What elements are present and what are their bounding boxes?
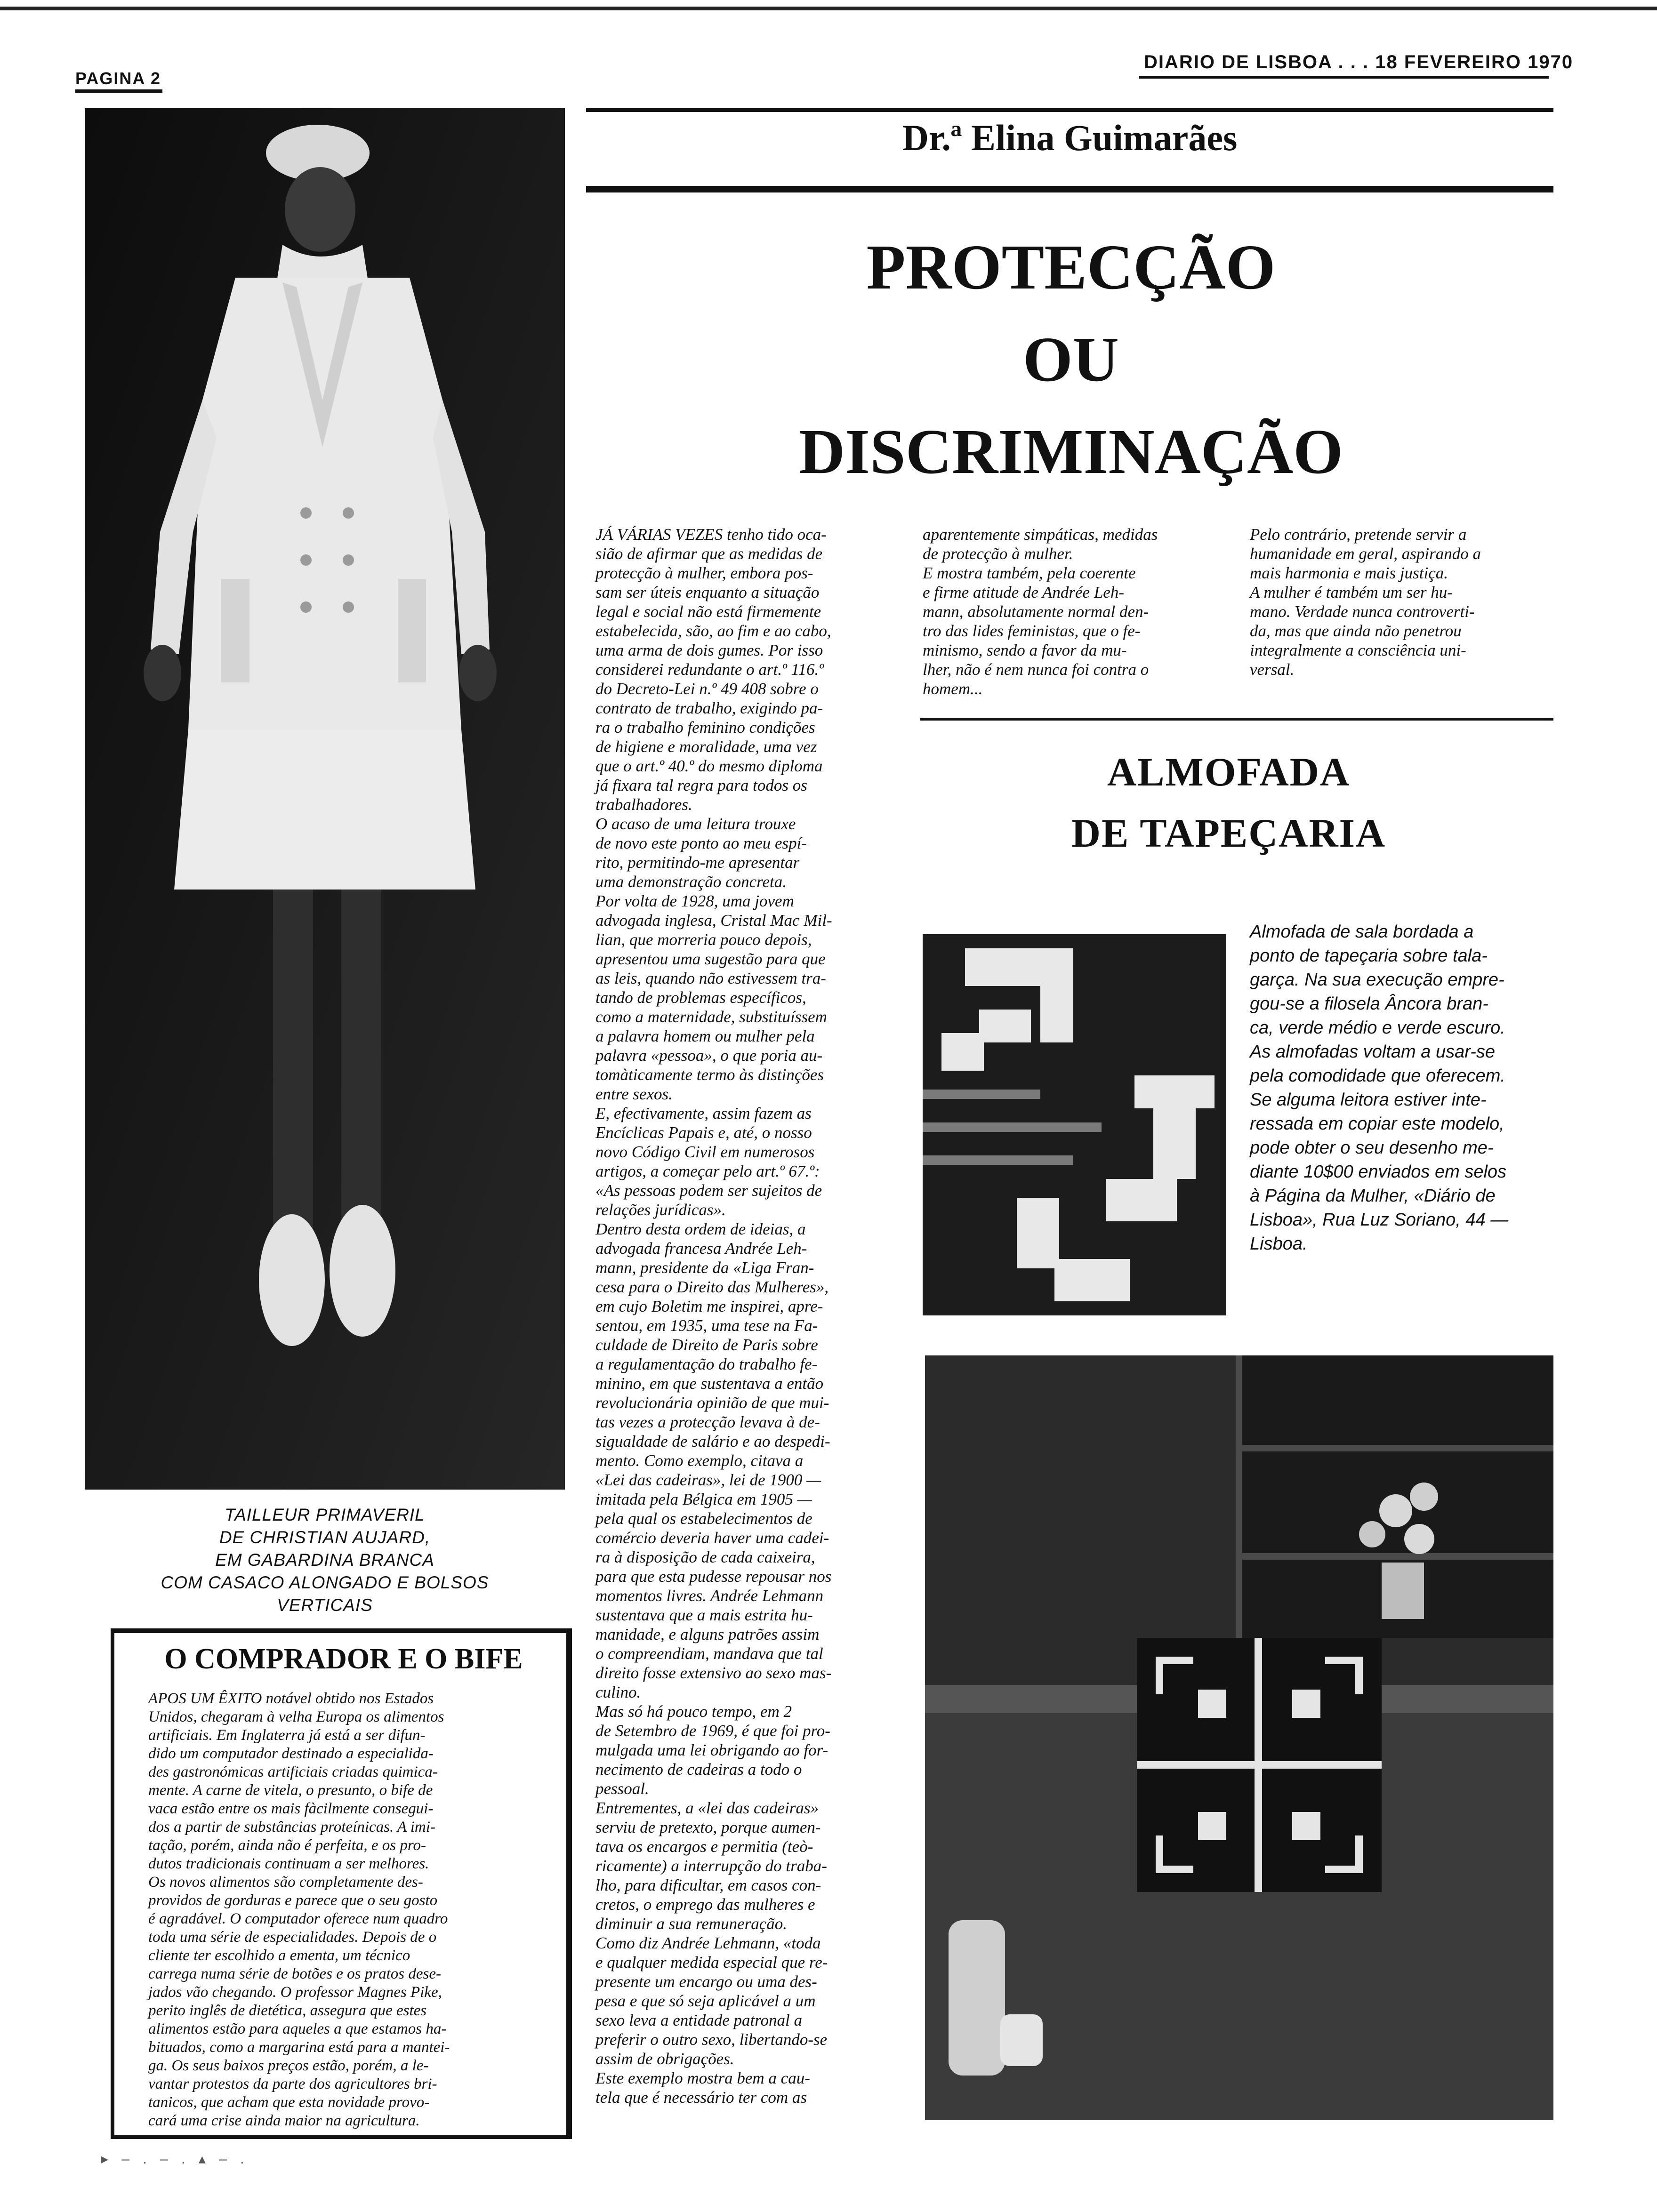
byline: Dr.ª Elina Guimarães <box>902 117 1238 158</box>
paper-name-date: DIARIO DE LISBOA . . . 18 FEVEREIRO 1970 <box>1144 52 1574 72</box>
page-number: PAGINA 2 <box>75 69 161 88</box>
sidebar-article-body: APOS UM ÊXITO notável obtido nos Estados Unidos, chegaram à velha Europa os alimentos artificiais. Em Inglaterra já está a ser difun- dido um computador destinado a especialida- des gastronómicas artificiais criadas quimica- mente. A carne de vitela, o presunto, o bife de vaca estão entre os mais fàcilmente consegui- dos a partir de substâncias proteínicas. A imi- tação, porém, ainda não é perfeita, e os pro- dutos tradicionais continuam a ser melhores. Os novos alimentos são completamente des- providos de gorduras e parece que o seu gosto é agradável. O computador oferece num quadro toda uma série de especialidades. Depois de o cliente ter escolhido a ementa, um técnico carrega numa série de botões e os pratos dese- jados vão chegando. O professor Magnes Pike, perito inglês de dietética, assegura que estes alimentos estão para aqueles a que estamos ha- bituados, como a margarina está para a mantei- ga. Os seus baixos preços estão, porém, a le- vantar protestos da parte dos agricultores bri- tanicos, que acham que esta novidade provo- cará uma crise ainda maior na agricultura. <box>148 1690 450 2129</box>
sidebar-article-title: O COMPRADOR E O BIFE <box>164 1643 523 1675</box>
almofada-description: Almofada de sala bordada a ponto de tapeçaria sobre tala- garça. Na sua execução empre- gou-se a filosela Âncora bran- ca, verde médio e verde escuro. As almofadas voltam a usar-se pela comodidade que oferecem. Se alguma leitora estiver inte- ressada em copiar este modelo, pode obter o seu desenho me- diante 10$00 enviados em selos à Página da Mulher, «Diário de Lisboa», Rua Luz Soriano, 44 — Lisboa. <box>1250 922 1509 1254</box>
fashion-photo <box>85 108 565 1490</box>
footer-marks: ▸ – . – . ▴ – . <box>101 2151 249 2167</box>
page-number-underline <box>75 89 162 93</box>
photo-caption: TAILLEUR PRIMAVERIL DE CHRISTIAN AUJARD, EM GABARDINA BRANCA COM CASACO ALONGADO E BOLSOS VERTICAIS <box>161 1505 489 1615</box>
top-border-rule <box>0 7 1657 10</box>
paper-name-underline <box>1139 76 1549 79</box>
article-column-1: JÁ VÁRIAS VEZES tenho tido oca- sião de afirmar que as medidas de protecção à mulher, embora pos- sam ser úteis enquanto a situação legal e social não está firmemente estabelecida, são, ao fim e ao cabo, uma arma de dois gumes. Por isso considerei redundante o art.º 116.º do Decreto-Lei n.º 49 408 sobre o contrato de trabalho, exigindo pa- ra o trabalho feminino condições de higiene e moralidade, uma vez que o art.º 40.º do mesmo diploma já fixara tal regra para todos os trabalhadores. O acaso de uma leitura trouxe de novo este ponto ao meu espí- rito, permitindo-me apresentar uma demonstração concreta. Por volta de 1928, uma jovem advogada inglesa, Cristal Mac Mil- lian, que morreria pouco depois, apresentou uma sugestão para que as leis, quando não estivessem tra- tando de problemas específicos, como a maternidade, substituíssem a palavra homem ou mulher pela palavra «pessoa», o que poria au- tomàticamente termo às distinções entre sexos. E, efectivamente, assim fazem as Encíclicas Papais e, até, o nosso novo Código Civil em numerosos artigos, a começar pelo art.º 67.º: «As pessoas podem ser sujeitos de relações jurídicas». Dentro desta ordem de ideias, a advogada francesa Andrée Leh- mann, presidente da «Liga Fran- cesa para o Direito das Mulheres», em cujo Boletim me inspirei, apre- sentou, em 1935, uma tese na Fa- culdade de Direito de Paris sobre a regulamentação do trabalho fe- minino, em que sustentava a então revolucionária opinião de que mui- tas vezes a protecção levava à de- sigualdade de salário e ao despedi- mento. Como exemplo, citava a «Lei das cadeiras», lei de 1900 — imitada pela Bélgica em 1905 — pela qual os estabelecimentos de comércio deveria haver uma cadei- ra à disposição de cada caixeira, para que esta pudesse repousar nos momentos livres. Andrée Lehmann sustentava que a mais estrita hu- manidade, e alguns patrões assim o compreendiam, mandava que tal direito fosse extensivo ao sexo mas- culino. Mas só há pouco tempo, em 2 de Setembro de 1969, é que foi pro- mulgada uma lei obrigando ao for- necimento de cadeiras a todo o pessoal. Entrementes, a «lei das cadeiras» serviu de pretexto, porque aumen- tava os encargos e permitia (teò- ricamente) a interrupção do traba- lho, para dificultar, em casos con- cretos, o emprego das mulheres e diminuir a sua remuneração. Como diz Andrée Lehmann, «toda e qualquer medida especial que re- presente um encargo ou uma des- pesa e que só seja aplicável a um sexo leva a entidade patronal a preferir o outro sexo, libertando-se assim de obrigações. Este exemplo mostra bem a cau- tela que é necessário ter com as <box>595 525 832 2107</box>
article-column-2: aparentemente simpáticas, medidas de protecção à mulher. E mostra também, pela coerente e firme atitude de Andrée Leh- mann, absolutamente normal den- tro das lides feministas, que o fe- minismo, sendo a favor da mu- lher, não é nem nunca foi contra o homem... <box>923 525 1158 698</box>
article-column-3: Pelo contrário, pretende servir a humanidade em geral, aspirando a mais harmonia e mais justiça. A mulher é também um ser hu- mano. Verdade nunca controverti- da, mas que ainda não penetrou integralmente a consciência uni- versal. <box>1250 525 1481 679</box>
section-divider <box>920 718 1553 721</box>
byline-top-rule <box>586 108 1553 112</box>
cushion-interior-photo <box>925 1355 1553 2120</box>
almofada-headline: ALMOFADA DE TAPEÇARIA <box>1071 749 1386 856</box>
tapestry-detail-photo <box>923 934 1226 1315</box>
byline-bottom-rule <box>586 186 1553 192</box>
article-headline: PROTECÇÃO OU DISCRIMINAÇÃO <box>798 232 1343 487</box>
